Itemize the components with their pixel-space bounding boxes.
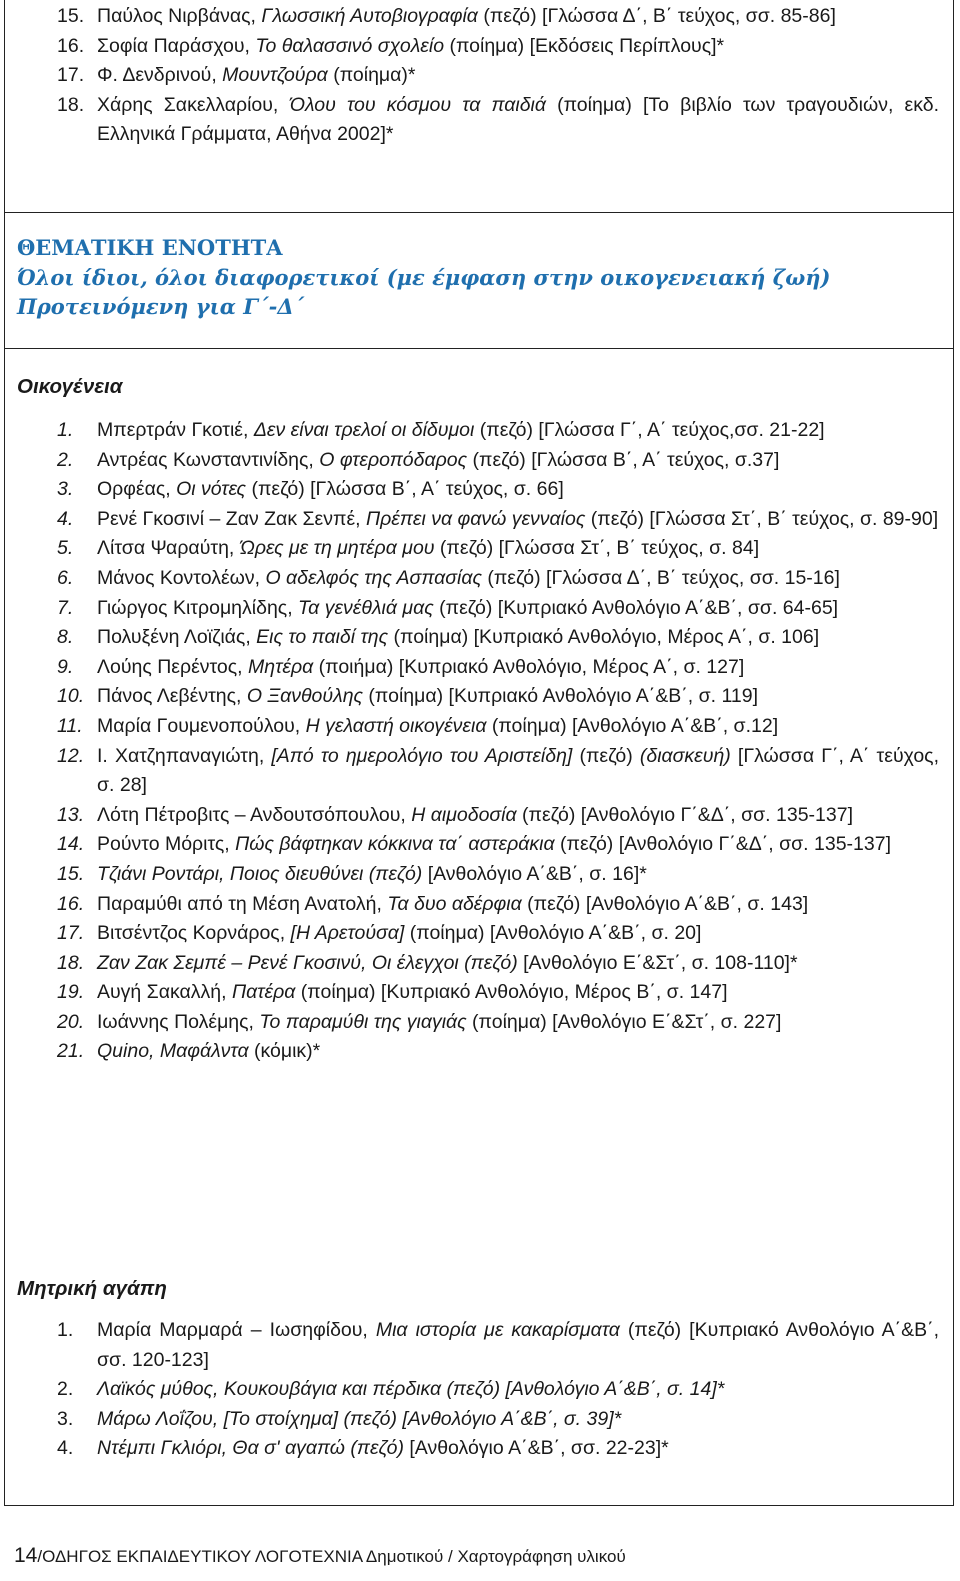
item-number: 14. <box>57 833 85 856</box>
list-item <box>5 416 953 446</box>
item-title: Η αιμοδοσία <box>411 803 517 826</box>
section-heading-maternal: Μητρική αγάπη <box>17 1277 167 1300</box>
footer-title: /ΟΔΗΓΟΣ ΕΚΠΑΙΔΕΥΤΙΚΟΥ ΛΟΓΟΤΕΧΝΙΑ Δημοτικού / Χαρτογράφηση υλικού <box>37 1547 626 1566</box>
item-number: 8. <box>57 626 74 649</box>
item-title: Ο αδελφός της Ασπασίας <box>265 566 482 589</box>
list-item <box>5 2 953 32</box>
top-list-box <box>4 0 954 213</box>
list-item <box>5 564 953 594</box>
item-title: Το θαλασσινό σχολείο <box>255 34 445 57</box>
item-number: 7. <box>57 596 74 619</box>
item-source: (πεζό) [Γλώσσα Γ΄, Α΄ τεύχος,σσ. 21-22] <box>474 419 825 441</box>
list-item <box>5 712 953 742</box>
item-number: 12. <box>57 744 85 767</box>
maternal-list <box>5 1316 953 1464</box>
item-author: Μαρία Μαρμαρά – Ιωσηφίδου, <box>97 1319 376 1341</box>
item-title: Ώρες με τη μητέρα μου <box>239 537 435 560</box>
item-title: Ντέμπι Γκλιόρι, Θα σ' αγαπώ (πεζό) <box>97 1437 404 1460</box>
item-author: Λούης Περέντος, <box>97 655 249 678</box>
item-source: (πεζό) [Γλώσσα Δ΄, Β΄ τεύχος, σσ. 15-16] <box>481 566 840 589</box>
item-author: Γιώργος Κιτρομηλίδης, <box>97 596 299 619</box>
item-source: (πεζό) [Γλώσσα Στ΄, Β΄ τεύχος, σ. 84] <box>434 537 760 560</box>
item-author: Πάνος Λεβέντης, <box>97 685 247 708</box>
list-item <box>5 475 953 505</box>
item-source: (πεζό) [Κυπριακό Ανθολόγιο Α΄&Β΄, σσ. 64-65] <box>433 596 839 619</box>
item-source: (κόμικ)* <box>248 1040 321 1063</box>
item-author: Μάνος Κοντολέων, <box>97 566 266 589</box>
item-number: 17. <box>57 64 85 87</box>
item-number: 18. <box>57 93 85 116</box>
list-item <box>5 978 953 1008</box>
item-number: 6. <box>57 566 74 589</box>
item-author: Λότη Πέτροβιτς – Ανδουτσόπουλου, <box>97 803 412 826</box>
item-title: Τα γενέθλιά μας <box>298 596 434 619</box>
item-number: 2. <box>57 448 74 471</box>
item-author: Παύλος Νιρβάνας, <box>97 5 262 27</box>
item-number: 3. <box>57 1407 74 1430</box>
item-source: (πεζό) [Κυπριακό Ανθολόγιο Α΄&Β΄, σσ. 120-123] <box>97 1319 939 1371</box>
item-author: Μπερτράν Γκοτιέ, <box>97 419 254 441</box>
theme-grade: Προτεινόμενη για Γ΄-Δ΄ <box>17 294 305 319</box>
item-title: Λαϊκός μύθος, Κουκουβάγια και πέρδικα (πεζό) [Ανθολόγιο Α΄&Β΄, σ. 14]* <box>97 1378 725 1401</box>
list-item <box>5 653 953 683</box>
item-title: [Η Αρετούσα] <box>290 922 405 945</box>
top-list <box>5 2 953 150</box>
list-item <box>5 534 953 564</box>
item-author: Ρενέ Γκοσινί – Ζαν Ζακ Σενπέ, <box>97 507 366 530</box>
item-title: Πώς βάφτηκαν κόκκινα τα΄ αστεράκια <box>235 833 555 856</box>
item-author: Ι. Χατζηπαναγιώτη, <box>97 744 272 767</box>
item-title: Όλου του κόσμου τα παιδιά <box>289 93 546 116</box>
item-title: Μια ιστορία με κακαρίσματα <box>375 1319 620 1341</box>
item-number: 5. <box>57 537 74 560</box>
item-source: (ποίημα) [Κυπριακό Ανθολόγιο Α΄&Β΄, σ. 119] <box>363 685 758 708</box>
list-item <box>5 1434 953 1464</box>
item-source: (πεζό) [Γλώσσα Β΄, Α΄ τεύχος, σ. 66] <box>246 478 564 501</box>
list-item <box>5 505 953 535</box>
section-heading-family: Οικογένεια <box>17 375 123 398</box>
list-item <box>5 949 953 979</box>
item-number: 16. <box>57 34 85 57</box>
item-source: (ποίημα) [Ανθολόγιο Ε΄&Στ΄, σ. 227] <box>466 1010 782 1033</box>
item-source: (ποίημα) [Ανθολόγιο Α΄&Β΄, σ.12] <box>486 714 779 737</box>
list-item <box>5 890 953 920</box>
theme-label: ΘΕΜΑΤΙΚΗ ΕΝΟΤΗΤΑ <box>17 235 283 260</box>
item-number: 11. <box>57 714 83 737</box>
item-title: Ο φτεροπόδαρος <box>319 448 468 471</box>
item-title: Μητέρα <box>248 655 314 678</box>
item-number: 15. <box>57 5 85 27</box>
item-title: Quino, Μαφάλντα <box>97 1040 249 1063</box>
item-title: Πατέρα <box>231 981 296 1004</box>
item-title: Τζιάνι Ροντάρι, Ποιος διευθύνει (πεζό) <box>97 862 423 885</box>
list-item <box>5 446 953 476</box>
item-number: 2. <box>57 1378 74 1401</box>
item-title: Τα δυο αδέρφια <box>387 892 522 915</box>
list-item <box>5 91 953 150</box>
item-title: Ζαν Ζακ Σεμπέ – Ρενέ Γκοσινύ, Οι έλεγχοι (πεζό) <box>97 951 518 974</box>
item-source: (ποιήμα) [Κυπριακό Ανθολόγιο, Μέρος Α΄, σ. 127] <box>313 655 745 678</box>
item-title: Μουντζούρα <box>222 64 328 87</box>
item-source: (ποίημα) [Εκδόσεις Περίπλους]* <box>444 34 725 57</box>
theme-heading <box>17 233 830 322</box>
item-source: [Ανθολόγιο Α΄&Β΄, σσ. 22-23]* <box>403 1437 669 1460</box>
item-source: (πεζό) [Γλώσσα Στ΄, Β΄ τεύχος, σ. 89-90] <box>585 507 939 530</box>
item-title: Γλωσσική Αυτοβιογραφία <box>261 5 478 27</box>
list-item <box>5 682 953 712</box>
family-list <box>5 416 953 1067</box>
list-item <box>5 61 953 91</box>
item-title: Οι νότες <box>176 478 247 501</box>
item-title: Μάρω Λοΐζου, [Το στοίχημα] (πεζό) [Ανθολόγιο Α΄&Β΄, σ. 39]* <box>97 1407 622 1430</box>
item-source: [Ανθολόγιο Α΄&Β΄, σ. 16]* <box>422 862 647 885</box>
theme-box <box>4 212 954 349</box>
list-item <box>5 919 953 949</box>
list-item <box>5 1405 953 1435</box>
item-source: (ποίημα) [Ανθολόγιο Α΄&Β΄, σ. 20] <box>404 922 702 945</box>
item-number: 3. <box>57 478 74 501</box>
item-number: 19. <box>57 981 85 1004</box>
list-item <box>5 860 953 890</box>
item-author: Μαρία Γουμενοπούλου, <box>97 714 306 737</box>
item-number: 16. <box>57 892 85 915</box>
item-source: (πεζό) [Ανθολόγιο Α΄&Β΄, σ. 143] <box>521 892 809 915</box>
item-title: Πρέπει να φανώ γενναίος <box>365 507 586 530</box>
item-source: (ποίημα)* <box>327 64 416 87</box>
item-source: (πεζό) [Γλώσσα Δ΄, Β΄ τεύχος, σσ. 85-86] <box>477 5 836 27</box>
item-source: (ποίημα) [Κυπριακό Ανθολόγιο, Μέρος Α΄, σ. 106] <box>388 626 820 649</box>
list-item <box>5 1037 953 1067</box>
item-number: 13. <box>57 803 85 826</box>
item-author: Βιτσέντζος Κορνάρος, <box>97 922 291 945</box>
item-number: 4. <box>57 1437 74 1460</box>
item-number: 10. <box>57 685 85 708</box>
item-source: (πεζό) [Ανθολόγιο Γ΄&Δ΄, σσ. 135-137] <box>516 803 853 826</box>
item-source: (ποίημα) [Κυπριακό Ανθολόγιο, Μέρος Β΄, σ. 147] <box>295 981 728 1004</box>
item-source: (πεζό) [Γλώσσα Β΄, Α΄ τεύχος, σ.37] <box>467 448 780 471</box>
list-item <box>5 623 953 653</box>
item-number: 15. <box>57 862 85 885</box>
item-author: Ιωάννης Πολέμης, <box>97 1010 260 1033</box>
list-item <box>5 1008 953 1038</box>
page-number: 14 <box>14 1544 38 1567</box>
item-title: Εις το παιδί της <box>256 626 389 649</box>
item-number: 18. <box>57 951 85 974</box>
theme-title: Όλοι ίδιοι, όλοι διαφορετικοί (με έμφαση στην οικογενειακή ζωή) <box>17 264 831 290</box>
item-author: Αντρέας Κωνσταντινίδης, <box>97 448 320 471</box>
item-number: 4. <box>57 507 74 530</box>
item-note: (διασκευή) <box>639 744 731 767</box>
list-item <box>5 742 953 801</box>
item-source: (πεζό) <box>572 744 640 767</box>
item-title: Δεν είναι τρελοί οι δίδυμοι <box>253 419 475 441</box>
item-author: Αυγή Σακαλλή, <box>97 981 232 1004</box>
item-author: Παραμύθι από τη Μέση Ανατολή, <box>97 892 388 915</box>
item-source: [Ανθολόγιο Ε΄&Στ΄, σ. 108-110]* <box>517 951 798 974</box>
item-number: 17. <box>57 922 85 945</box>
item-source: (πεζό) [Ανθολόγιο Γ΄&Δ΄, σσ. 135-137] <box>554 833 891 856</box>
list-item <box>5 801 953 831</box>
main-list-box <box>4 348 954 1506</box>
item-title: Το παραμύθι της γιαγιάς <box>259 1010 467 1033</box>
list-item <box>5 1375 953 1405</box>
item-author: Λίτσα Ψαραύτη, <box>97 537 240 560</box>
item-source: (ποίημα) [Το βιβλίο των τραγουδιών, εκδ. Ελληνικά Γράμματα, Αθήνα 2002]* <box>97 93 939 146</box>
list-item <box>5 1316 953 1375</box>
page-footer <box>14 1541 626 1572</box>
item-author: Χάρης Σακελλαρίου, <box>97 93 290 116</box>
item-author: Πολυξένη Λοϊζιάς, <box>97 626 257 649</box>
item-number: 1. <box>57 419 74 441</box>
item-source-2: [Γλώσσα Γ΄, Α΄ τεύχος, σ. 28] <box>97 744 939 797</box>
item-title: Η γελαστή οικογένεια <box>305 714 487 737</box>
list-item <box>5 32 953 62</box>
item-author: Σοφία Παράσχου, <box>97 34 256 57</box>
item-author: Φ. Δενδρινού, <box>97 64 223 87</box>
item-number: 9. <box>57 655 74 678</box>
list-item <box>5 830 953 860</box>
list-item <box>5 594 953 624</box>
item-number: 20. <box>57 1010 85 1033</box>
item-number: 1. <box>57 1319 74 1341</box>
item-title: Ο Ξανθούλης <box>246 685 364 708</box>
item-author: Ρούντο Μόριτς, <box>97 833 236 856</box>
item-title: [Από το ημερολόγιο του Αριστείδη] <box>271 744 573 767</box>
item-author: Ορφέας, <box>97 478 177 501</box>
item-number: 21. <box>57 1040 85 1063</box>
